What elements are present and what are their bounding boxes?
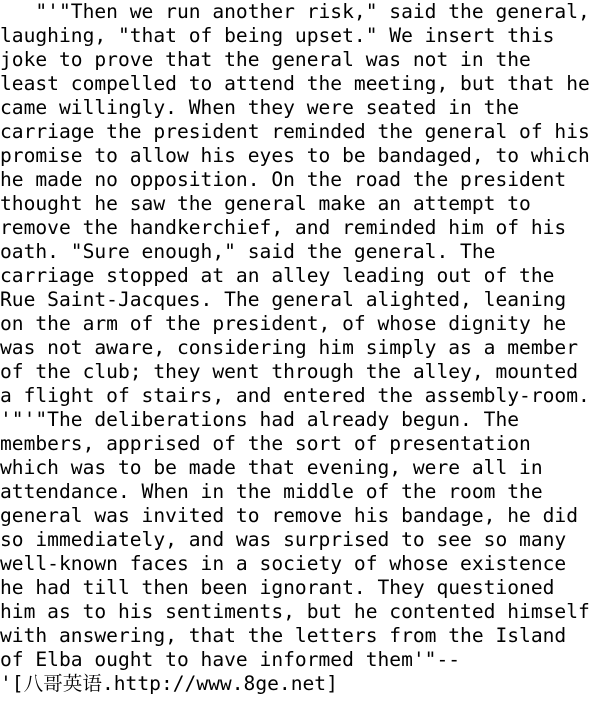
text-line: so immediately, and was surprised to see so many [0, 528, 567, 551]
text-line: on the arm of the president, of whose dignity he [0, 312, 567, 335]
text-line: well-known faces in a society of whose existence [0, 552, 567, 575]
text-line: was not aware, considering him simply as a member [0, 336, 579, 359]
text-line: with answering, that the letters from the Island [0, 624, 567, 647]
text-line: promise to allow his eyes to be bandaged, to which [0, 144, 590, 167]
text-line: joke to prove that the general was not in the [0, 48, 531, 71]
text-line: "'"Then we run another risk," said the general, [0, 0, 590, 23]
text-line: Rue Saint-Jacques. The general alighted, leaning [0, 288, 567, 311]
text-line: he had till then been ignorant. They questioned [0, 576, 555, 599]
text-line: '"'"The deliberations had already begun. The [0, 408, 520, 431]
text-line: laughing, "that of being upset." We insert this [0, 24, 555, 47]
text-line: which was to be made that evening, were all in [0, 456, 543, 479]
text-line: of Elba ought to have informed them'"-- [0, 648, 461, 671]
text-line: thought he saw the general make an attempt to [0, 192, 531, 215]
text-line: remove the handkerchief, and reminded him of his [0, 216, 567, 239]
text-line: he made no opposition. On the road the president [0, 168, 567, 191]
text-line: came willingly. When they were seated in the [0, 96, 520, 119]
text-line: attendance. When in the middle of the room the [0, 480, 543, 503]
text-line: members, apprised of the sort of presentation [0, 432, 531, 455]
text-line: him as to his sentiments, but he contented himself [0, 600, 590, 623]
source-credit-line: '[八哥英语.http://www.8ge.net] [0, 672, 338, 695]
text-line: general was invited to remove his bandage, he did [0, 504, 579, 527]
text-line: carriage the president reminded the general of his [0, 120, 590, 143]
text-line: of the club; they went through the alley, mounted [0, 360, 579, 383]
text-line: a flight of stairs, and entered the assembly-room. [0, 384, 590, 407]
text-line: carriage stopped at an alley leading out of the [0, 264, 555, 287]
text-line: oath. "Sure enough," said the general. The [0, 240, 496, 263]
text-line: least compelled to attend the meeting, but that he [0, 72, 590, 95]
